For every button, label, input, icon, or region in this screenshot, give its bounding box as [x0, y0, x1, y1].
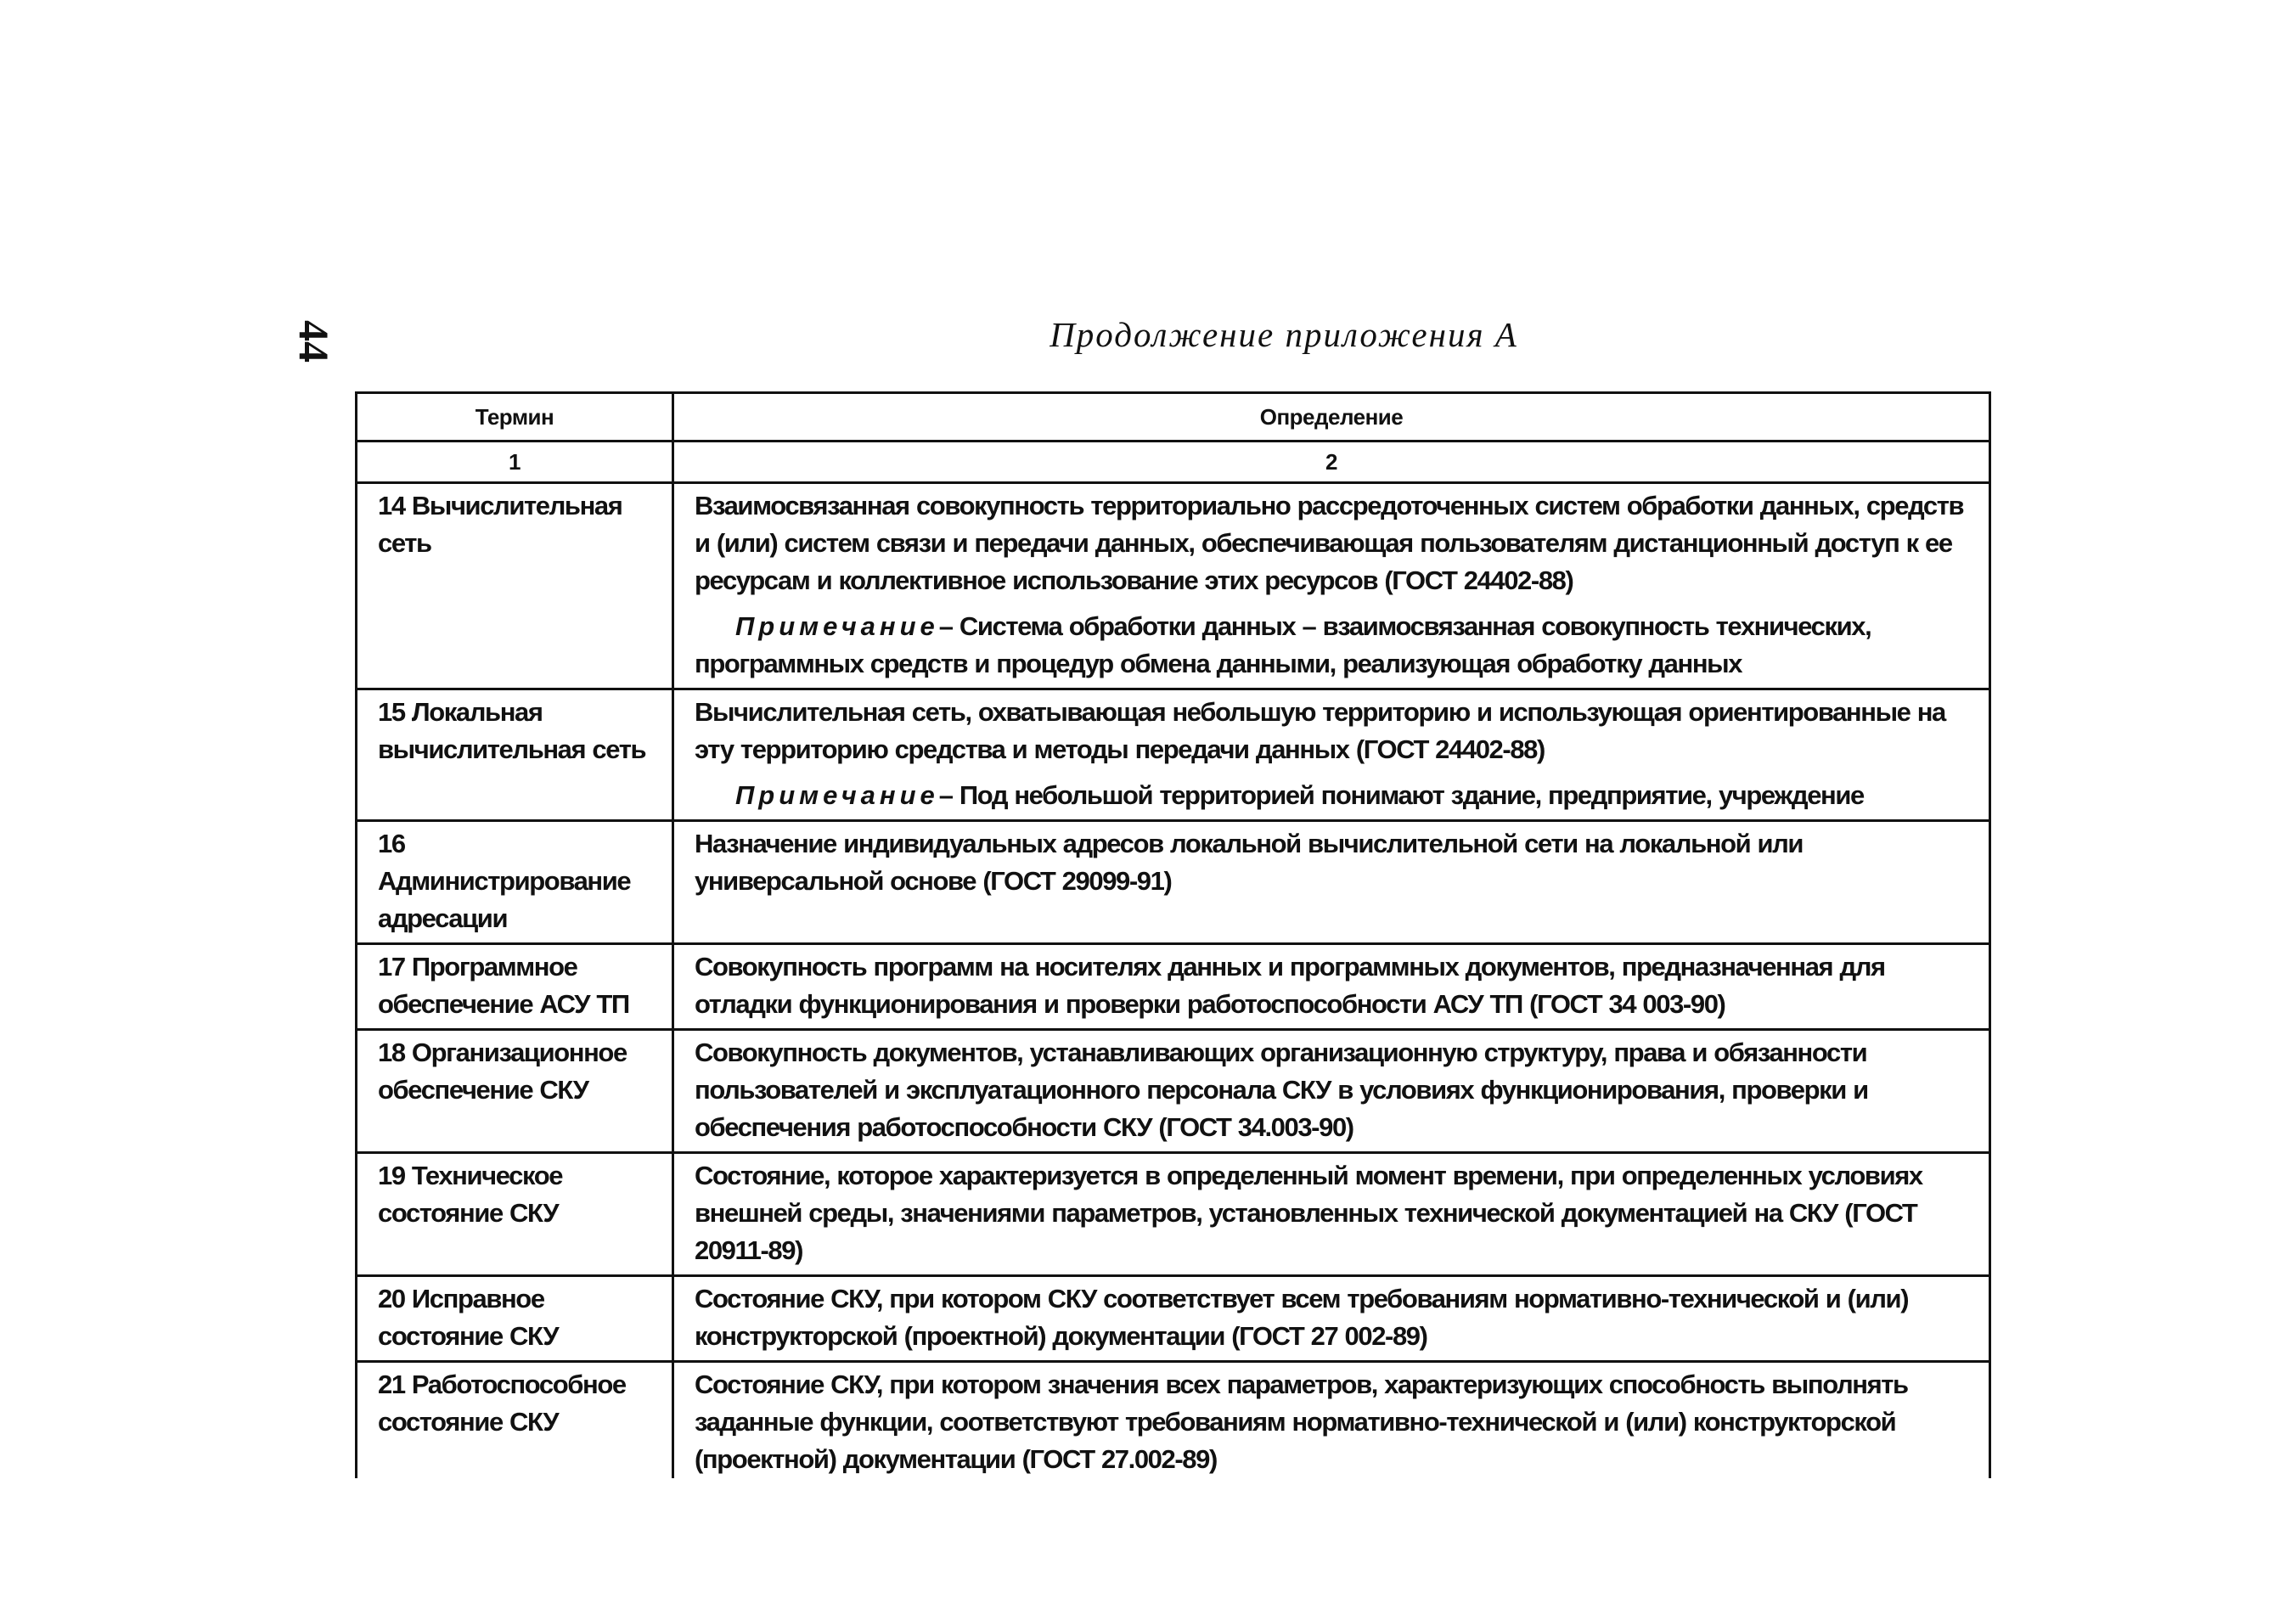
- table-header-row: [357, 393, 1990, 442]
- definition-text: Совокупность программ на носителях данных и программных документов, предназначенная для отладки функционирования и проверки работоспособности АСУ ТП (ГОСТ 34 003-90): [695, 952, 1885, 1019]
- definition-text: Совокупность документов, устанавливающих организационную структуру, права и обязанности пользователей и эксплуатационного персонала СКУ в условиях функционирования, проверки и обеспечения работоспособности СКУ (ГОСТ 34.003-90): [695, 1038, 1868, 1142]
- column-header-definition: Определение: [673, 393, 1990, 442]
- definition-cell: [673, 483, 1990, 689]
- definition-cell: [673, 689, 1990, 821]
- definition-text: Состояние СКУ, при котором СКУ соответствует всем требованиям нормативно-технической и (или) конструкторской (проектной) документации (ГОСТ 27 002-89): [695, 1284, 1909, 1351]
- note: [695, 608, 1978, 683]
- term-cell: 15 Локальная вычислительная сеть: [357, 689, 673, 821]
- column-number-row: [357, 442, 1990, 483]
- terms-table: [355, 391, 1991, 1478]
- table-row: [357, 944, 1990, 1030]
- definition-cell: [673, 1153, 1990, 1276]
- table-row: [357, 1276, 1990, 1362]
- term-cell: 21 Работоспособное состояние СКУ: [357, 1362, 673, 1479]
- table-row: [357, 689, 1990, 821]
- definition-cell: [673, 821, 1990, 944]
- definition-text: Состояние, которое характеризуется в определенный момент времени, при определенных условиях внешней среды, значениями параметров, установленных технической документацией на СКУ (ГОСТ 20911-89): [695, 1161, 1922, 1265]
- definition-cell: [673, 944, 1990, 1030]
- definition-cell: [673, 1362, 1990, 1479]
- note: [695, 777, 1978, 814]
- term-cell: 14 Вычислительная сеть: [357, 483, 673, 689]
- table-row: [357, 1153, 1990, 1276]
- note-label: Примечание: [735, 780, 939, 810]
- table-row: [357, 483, 1990, 689]
- term-cell: 17 Программное обеспечение АСУ ТП: [357, 944, 673, 1030]
- definition-text: Назначение индивидуальных адресов локальной вычислительной сети на локальной или универсальной основе (ГОСТ 29099-91): [695, 829, 1804, 896]
- table-row: [357, 1030, 1990, 1153]
- note-text: – Под небольшой территорией понимают здание, предприятие, учреждение: [938, 780, 1864, 810]
- definition-text: Взаимосвязанная совокупность территориально рассредоточенных систем обработки данных, средств и (или) систем связи и передачи данных, обеспечивающая пользователям дистанционный доступ к ее ресурсам и коллективное использование этих ресурсов (ГОСТ 24402-88): [695, 491, 1964, 595]
- table-row: [357, 1362, 1990, 1479]
- term-cell: 18 Организационное обеспечение СКУ: [357, 1030, 673, 1153]
- term-cell: 20 Исправное состояние СКУ: [357, 1276, 673, 1362]
- page-number: 44: [290, 320, 338, 363]
- term-cell: 16 Администрирование адресации: [357, 821, 673, 944]
- note-label: Примечание: [735, 611, 939, 641]
- column-header-term: Термин: [357, 393, 673, 442]
- definition-cell: [673, 1276, 1990, 1362]
- note-text: – Система обработки данных – взаимосвязанная совокупность технических, программных средств и процедур обмена данными, реализующая обработку данных: [695, 611, 1871, 678]
- column-number-1: 1: [357, 442, 673, 483]
- column-number-2: 2: [673, 442, 1990, 483]
- table-row: [357, 821, 1990, 944]
- page-heading: Продолжение приложения А: [1050, 315, 1518, 354]
- term-cell: 19 Техническое состояние СКУ: [357, 1153, 673, 1276]
- definition-text: Состояние СКУ, при котором значения всех параметров, характеризующих способность выполнять заданные функции, соответствуют требованиям нормативно-технической и (или) конструкторской (проектной) документации (ГОСТ 27.002-89): [695, 1370, 1908, 1474]
- definition-text: Вычислительная сеть, охватывающая небольшую территорию и использующая ориентированные на эту территорию средства и методы передачи данных (ГОСТ 24402-88): [695, 697, 1945, 764]
- definition-cell: [673, 1030, 1990, 1153]
